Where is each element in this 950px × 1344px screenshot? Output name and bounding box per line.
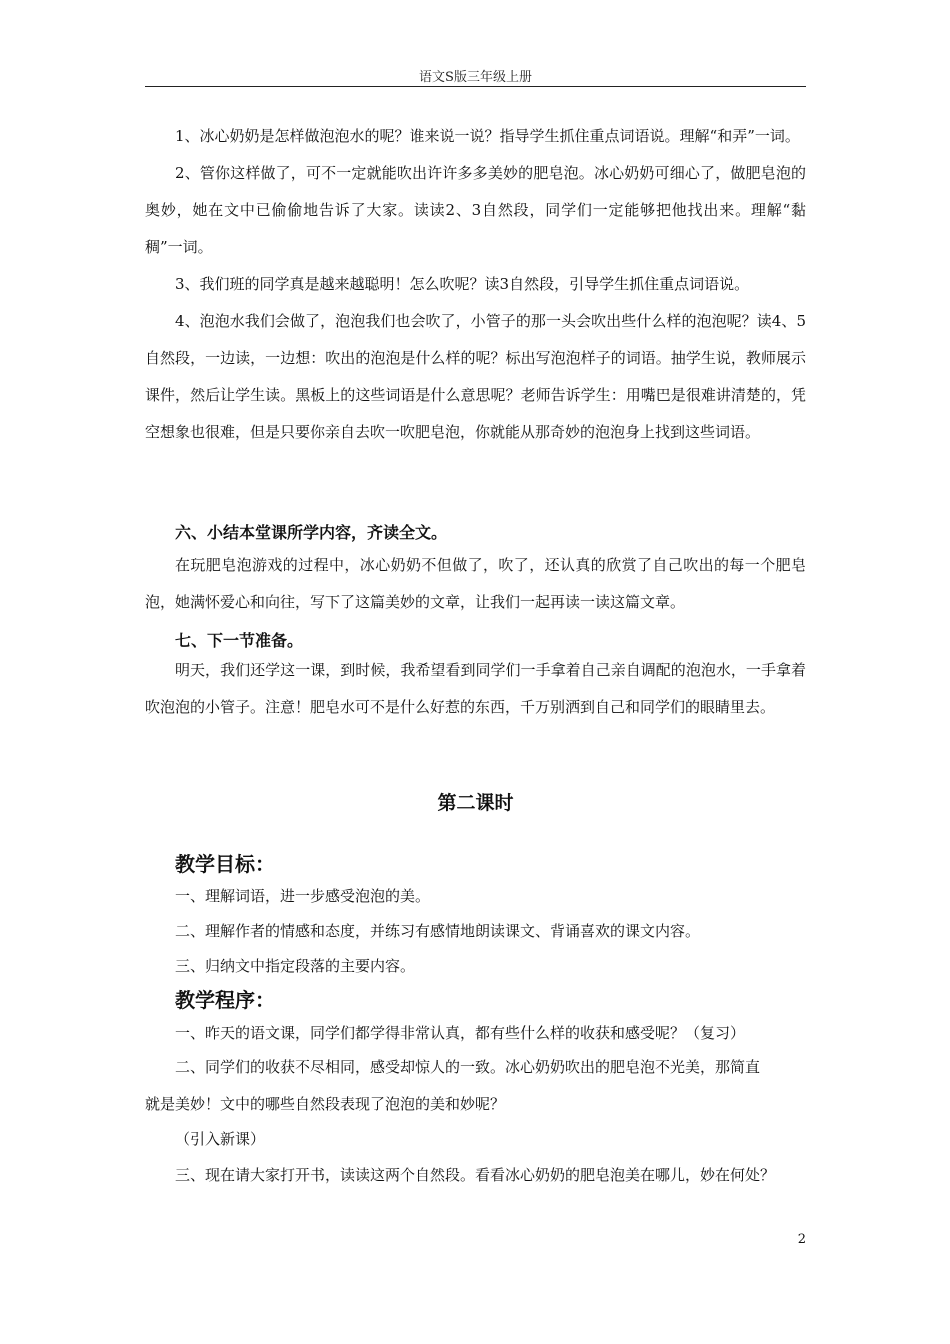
page-number: 2 [797,1232,806,1247]
paragraph-3: 3、我们班的同学真是越来越聪明！怎么吹呢？读3自然段，引导学生抓住重点词语说。 [175,275,750,293]
procedure-item-2-continued: 就是美妙！文中的哪些自然段表现了泡泡的美和妙呢？ [145,1095,506,1113]
paragraph-1: 1、冰心奶奶是怎样做泡泡水的呢？谁来说一说？指导学生抓住重点词语说。理解“和弄”一词。 [175,127,800,145]
paragraph-4: 4、泡泡水我们会做了，泡泡我们也会吹了，小管子的那一头会吹出些什么样的泡泡呢？读4、5自然段，一边读，一边想：吹出的泡泡是什么样的呢？标出写泡泡样子的词语。抽学生说，教师展示课件，然后让学生读。黑板上的这些词语是什么意思呢？老师告诉学生：用嘴巴是很难讲清楚的，凭空想象也很难，但是只要你亲自去吹一吹肥皂泡，你就能从那奇妙的泡泡身上找到这些词语。 [145,312,806,441]
procedure-heading: 教学程序： [175,988,275,1012]
header-divider [145,86,806,87]
procedure-item-1: 一、昨天的语文课，同学们都学得非常认真，都有些什么样的收获和感受呢？（复习） [175,1024,746,1042]
paragraph-2: 2、管你这样做了，可不一定就能吹出许许多多美妙的肥皂泡。冰心奶奶可细心了，做肥皂泡的奥妙，她在文中已偷偷地告诉了大家。读读2、3自然段，同学们一定能够把他找出来。理解“黏稠”一词。 [145,164,806,256]
goal-item-3: 三、归纳文中指定段落的主要内容。 [175,957,416,975]
procedure-item-2-note: （引入新课） [175,1130,266,1148]
goals-heading: 教学目标： [175,852,275,876]
page-header: 语文S版三年级上册 [419,70,532,85]
section-seven-body [145,652,806,726]
section-six-body [145,547,806,621]
section-six-paragraph: 在玩肥皂泡游戏的过程中，冰心奶奶不但做了，吹了，还认真的欣赏了自己吹出的每一个肥皂泡，她满怀爱心和向往，写下了这篇美妙的文章，让我们一起再读一读这篇文章。 [145,556,806,611]
procedure-item-2: 二、同学们的收获不尽相同，感受却惊人的一致。冰心奶奶吹出的肥皂泡不光美，那简直 [175,1058,761,1076]
lesson-two-title: 第二课时 [437,792,514,814]
procedure-item-3: 三、现在请大家打开书，读读这两个自然段。看看冰心奶奶的肥皂泡美在哪儿，妙在何处？ [175,1166,776,1184]
intro-section [145,118,806,451]
section-seven-paragraph: 明天，我们还学这一课，到时候，我希望看到同学们一手拿着自己亲自调配的泡泡水，一手拿着吹泡泡的小管子。注意！肥皂水可不是什么好惹的东西，千万别洒到自己和同学们的眼睛里去。 [145,661,806,716]
section-seven-heading: 七、下一节准备。 [175,631,304,650]
goal-item-2: 二、理解作者的情感和态度，并练习有感情地朗读课文、背诵喜欢的课文内容。 [175,922,701,940]
section-six-heading: 六、小结本堂课所学内容，齐读全文。 [175,523,448,542]
goal-item-1: 一、理解词语，进一步感受泡泡的美。 [175,887,431,905]
